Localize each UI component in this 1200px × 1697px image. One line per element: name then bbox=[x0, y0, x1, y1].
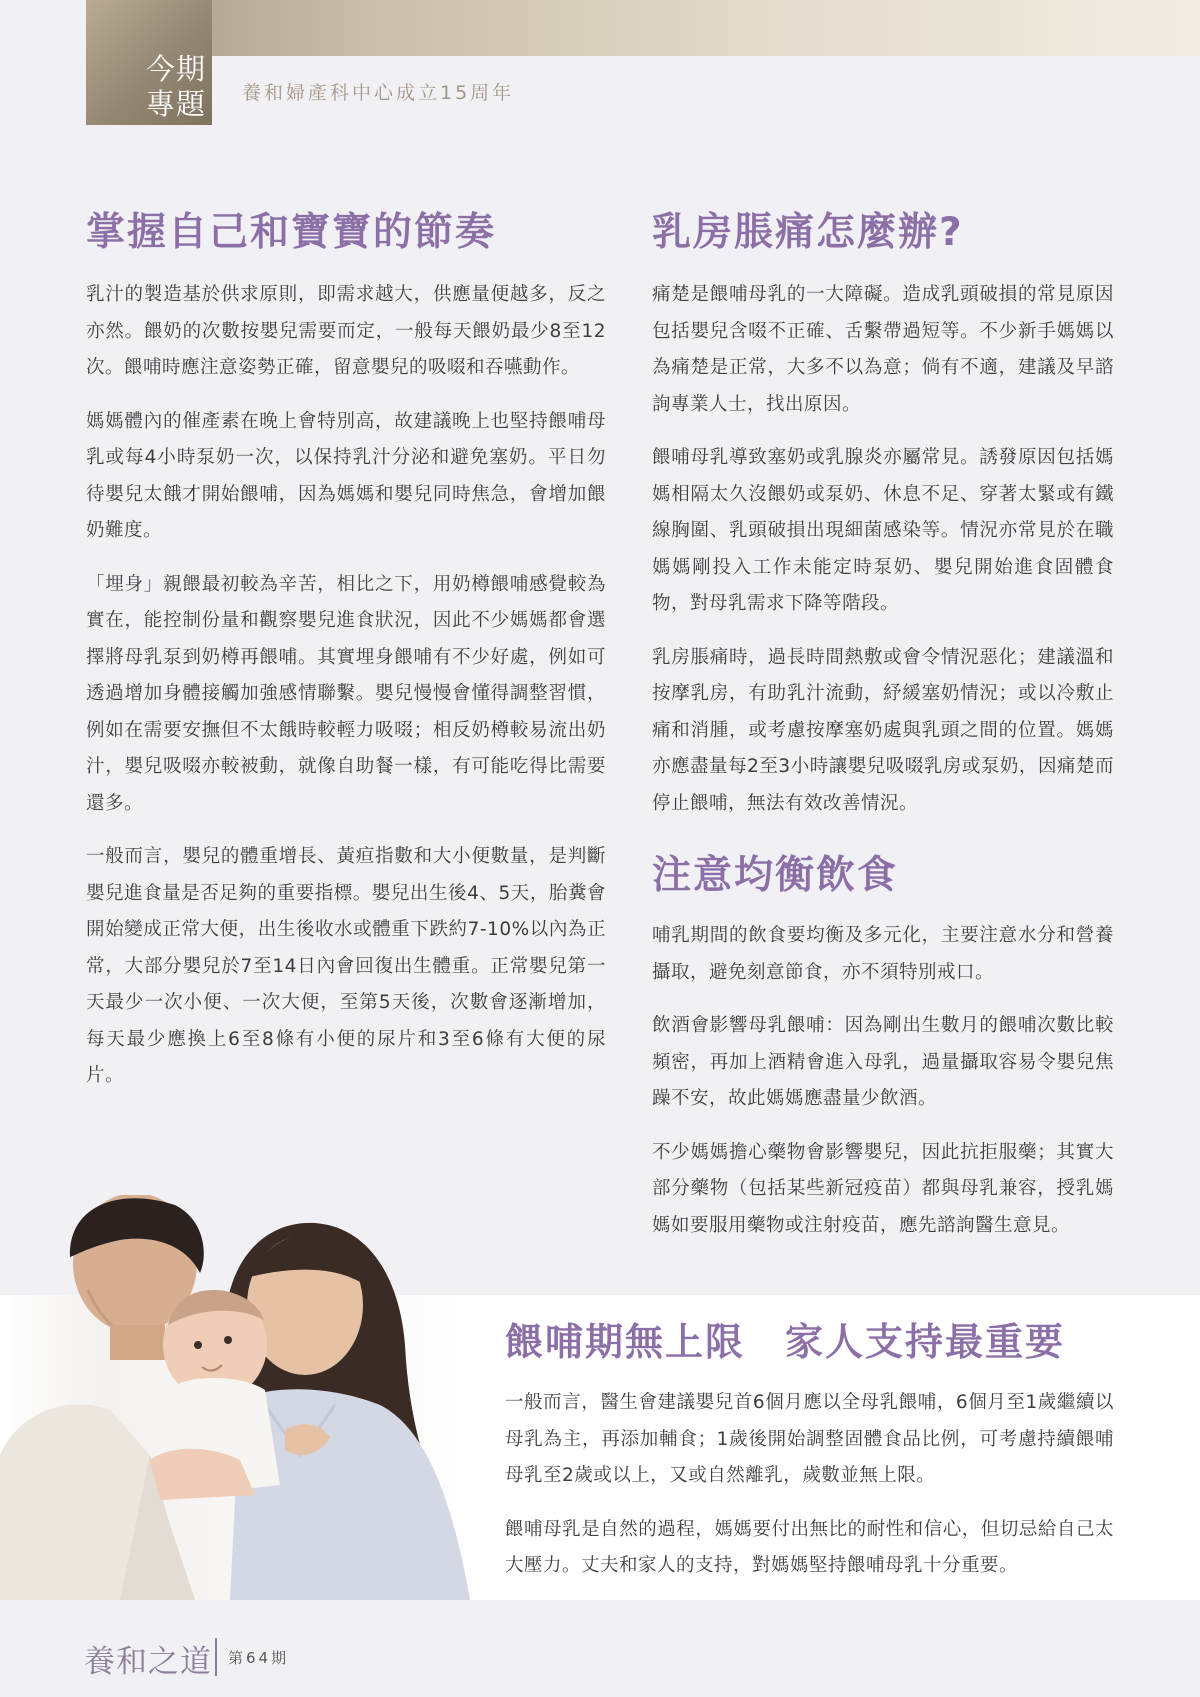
section-heading-diet: 注意均衡飲食 bbox=[652, 853, 899, 898]
header-band bbox=[86, 0, 1200, 56]
footer-divider bbox=[215, 1638, 217, 1676]
section-heading-no-limit: 餵哺期無上限 家人支持最重要 bbox=[505, 1320, 1066, 1364]
paragraph: 痛楚是餵哺母乳的一大障礙。造成乳頭破損的常見原因包括嬰兒含啜不正確、舌繫帶過短等。不少新手媽媽以為痛楚是正常，大多不以為意；倘有不適，建議及早諮詢專業人士，找出原因。 bbox=[652, 284, 1114, 415]
right-column-lower bbox=[652, 918, 1114, 1261]
paragraph: 一般而言，嬰兒的體重增長、黃疸指數和大小便數量，是判斷嬰兒進食量是否足夠的重要指標。嬰兒出生後4、5天，胎糞會開始變成正常大便，出生後收水或體重下跌約7-10%以內為正常，大部分嬰兒於7至14日內會回復出生體重。正常嬰兒第一天最少一次小便、一次大便，至第5天後，次數會逐漸增加，每天最少應換上6至8條有小便的尿片和3至6條有大便的尿片。 bbox=[86, 846, 606, 1086]
paragraph: 餵哺母乳是自然的過程，媽媽要付出無比的耐性和信心，但切忌給自己太大壓力。丈夫和家人的支持，對媽媽堅持餵哺母乳十分重要。 bbox=[505, 1518, 1114, 1576]
paragraph: 乳汁的製造基於供求原則，即需求越大，供應量便越多，反之亦然。餵奶的次數按嬰兒需要而定，一般每天餵奶最少8至12次。餵哺時應注意姿勢正確，留意嬰兒的吸啜和吞嚥動作。 bbox=[86, 284, 606, 378]
paragraph: 媽媽體內的催產素在晚上會特別高，故建議晚上也堅持餵哺母乳或每4小時泵奶一次，以保持乳汁分泌和避免塞奶。平日勿待嬰兒太餓才開始餵哺，因為媽媽和嬰兒同時焦急，會增加餵奶難度。 bbox=[86, 410, 606, 541]
left-column bbox=[86, 277, 606, 1112]
paragraph: 一般而言，醫生會建議嬰兒首6個月應以全母乳餵哺，6個月至1歲繼續以母乳為主，再添加輔食；1歲後開始調整固體食品比例，可考慮持續餵哺母乳至2歲或以上，又或自然離乳，歲數並無上限。 bbox=[505, 1392, 1114, 1486]
section-heading-breast-pain: 乳房脹痛怎麼辦? bbox=[652, 210, 964, 255]
paragraph: 「埋身」親餵最初較為辛苦，相比之下，用奶樽餵哺感覺較為實在，能控制份量和觀察嬰兒進食狀況，因此不少媽媽都會選擇將母乳泵到奶樽再餵哺。其實埋身餵哺有不少好處，例如可透過增加身體接觸加強感情聯繫。嬰兒慢慢會懂得調整習慣，例如在需要安撫但不太餓時較輕力吸啜；相反奶樽較易流出奶汁，嬰兒吸啜亦較被動，就像自助餐一樣，有可能吃得比需要還多。 bbox=[86, 573, 606, 814]
paragraph: 飲酒會影響母乳餵哺：因為剛出生數月的餵哺次數比較頻密，再加上酒精會進入母乳，過量攝取容易令嬰兒焦躁不安，故此媽媽應盡量少飲酒。 bbox=[652, 1015, 1114, 1109]
family-photo bbox=[0, 1195, 500, 1600]
paragraph: 哺乳期間的飲食要均衡及多元化，主要注意水分和營養攝取，避免刻意節食，亦不須特別戒口。 bbox=[652, 925, 1114, 983]
paragraph: 乳房脹痛時，過長時間熱敷或會令情況惡化；建議溫和按摩乳房，有助乳汁流動，紓緩塞奶情況；或以冷敷止痛和消腫，或考慮按摩塞奶處與乳頭之間的位置。媽媽亦應盡量每2至3小時讓嬰兒吸啜乳房或泵奶，因痛楚而停止餵哺，無法有效改善情況。 bbox=[652, 646, 1114, 814]
paragraph: 不少媽媽擔心藥物會影響嬰兒，因此抗拒服藥；其實大部分藥物（包括某些新冠疫苗）都與母乳兼容，授乳媽媽如要服用藥物或注射疫苗，應先諮詢醫生意見。 bbox=[652, 1141, 1114, 1236]
right-column-upper bbox=[652, 277, 1114, 839]
topic-tag: 今期專題 bbox=[146, 52, 207, 121]
feature-title: 養和婦產科中心成立15周年 bbox=[242, 82, 515, 104]
bottom-column bbox=[505, 1385, 1114, 1602]
magazine-logo: 養和之道 bbox=[84, 1644, 212, 1680]
issue-number: 第64期 bbox=[228, 1649, 290, 1667]
section-heading-rhythm: 掌握自己和寶寶的節奏 bbox=[86, 210, 497, 255]
paragraph: 餵哺母乳導致塞奶或乳腺炎亦屬常見。誘發原因包括媽媽相隔太久沒餵奶或泵奶、休息不足、穿著太緊或有鐵線胸圍、乳頭破損出現細菌感染等。情況亦常見於在職媽媽剛投入工作未能定時泵奶、嬰兒開始進食固體食物，對母乳需求下降等階段。 bbox=[652, 447, 1114, 614]
